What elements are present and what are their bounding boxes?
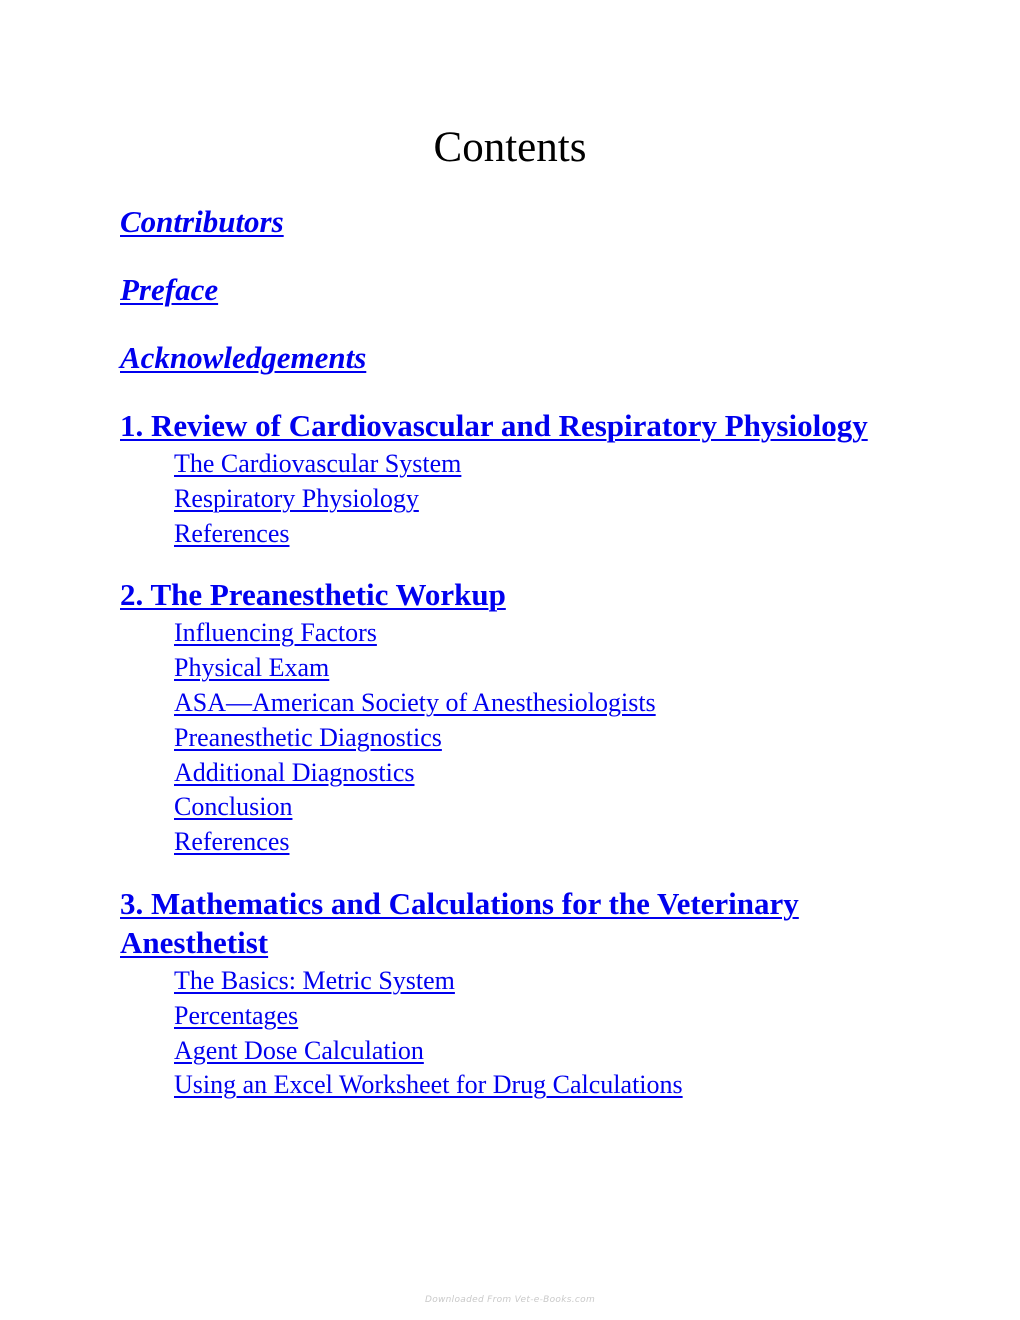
section-link[interactable]: References	[174, 827, 290, 857]
list-item	[174, 790, 910, 825]
chapter-2-sections	[120, 616, 910, 860]
chapter-2-title	[120, 575, 910, 614]
section-link[interactable]: Preanesthetic Diagnostics	[174, 722, 442, 752]
front-matter-acknowledgements	[120, 338, 910, 378]
front-matter-preface	[120, 270, 910, 310]
list-item	[174, 651, 910, 686]
list-item	[174, 616, 910, 651]
acknowledgements-link[interactable]: Acknowledgements	[120, 340, 367, 375]
section-link[interactable]: ASA—American Society of Anesthesiologists	[174, 687, 656, 717]
chapter-3-sections	[120, 964, 910, 1103]
chapter-3	[120, 884, 910, 1103]
list-item	[174, 721, 910, 756]
chapter-3-link[interactable]: 3. Mathematics and Calculations for the Veterinary Anesthetist	[120, 885, 799, 960]
chapter-2	[120, 575, 910, 860]
section-link[interactable]: Physical Exam	[174, 653, 330, 683]
section-link[interactable]: References	[174, 518, 290, 548]
section-link[interactable]: Percentages	[174, 1000, 299, 1030]
chapter-1	[120, 406, 910, 551]
list-item	[174, 999, 910, 1034]
section-link[interactable]: Using an Excel Worksheet for Drug Calculations	[174, 1070, 683, 1100]
section-link[interactable]: Respiratory Physiology	[174, 483, 419, 513]
section-link[interactable]: Agent Dose Calculation	[174, 1035, 424, 1065]
list-item	[174, 1034, 910, 1069]
list-item	[174, 964, 910, 999]
list-item	[174, 1068, 910, 1103]
table-of-contents	[120, 202, 910, 1127]
front-matter-contributors	[120, 202, 910, 242]
list-item	[174, 482, 910, 517]
list-item	[174, 447, 910, 482]
section-link[interactable]: Additional Diagnostics	[174, 757, 415, 787]
contributors-link[interactable]: Contributors	[120, 204, 284, 239]
list-item	[174, 686, 910, 721]
list-item	[174, 825, 910, 860]
section-link[interactable]: The Basics: Metric System	[174, 965, 455, 995]
section-link[interactable]: Conclusion	[174, 792, 293, 822]
chapter-1-sections	[120, 447, 910, 551]
page-title: Contents	[433, 124, 587, 171]
download-watermark: Downloaded From Vet-e-Books.com	[424, 1295, 596, 1305]
chapter-2-link[interactable]: 2. The Preanesthetic Workup	[120, 577, 506, 613]
list-item	[174, 517, 910, 552]
chapter-1-link[interactable]: 1. Review of Cardiovascular and Respiratory Physiology	[120, 408, 868, 443]
chapter-1-title	[120, 406, 910, 445]
list-item	[174, 756, 910, 791]
section-link[interactable]: The Cardiovascular System	[174, 449, 462, 478]
chapter-3-title	[120, 884, 910, 962]
section-link[interactable]: Influencing Factors	[174, 618, 377, 648]
preface-link[interactable]: Preface	[120, 272, 219, 307]
